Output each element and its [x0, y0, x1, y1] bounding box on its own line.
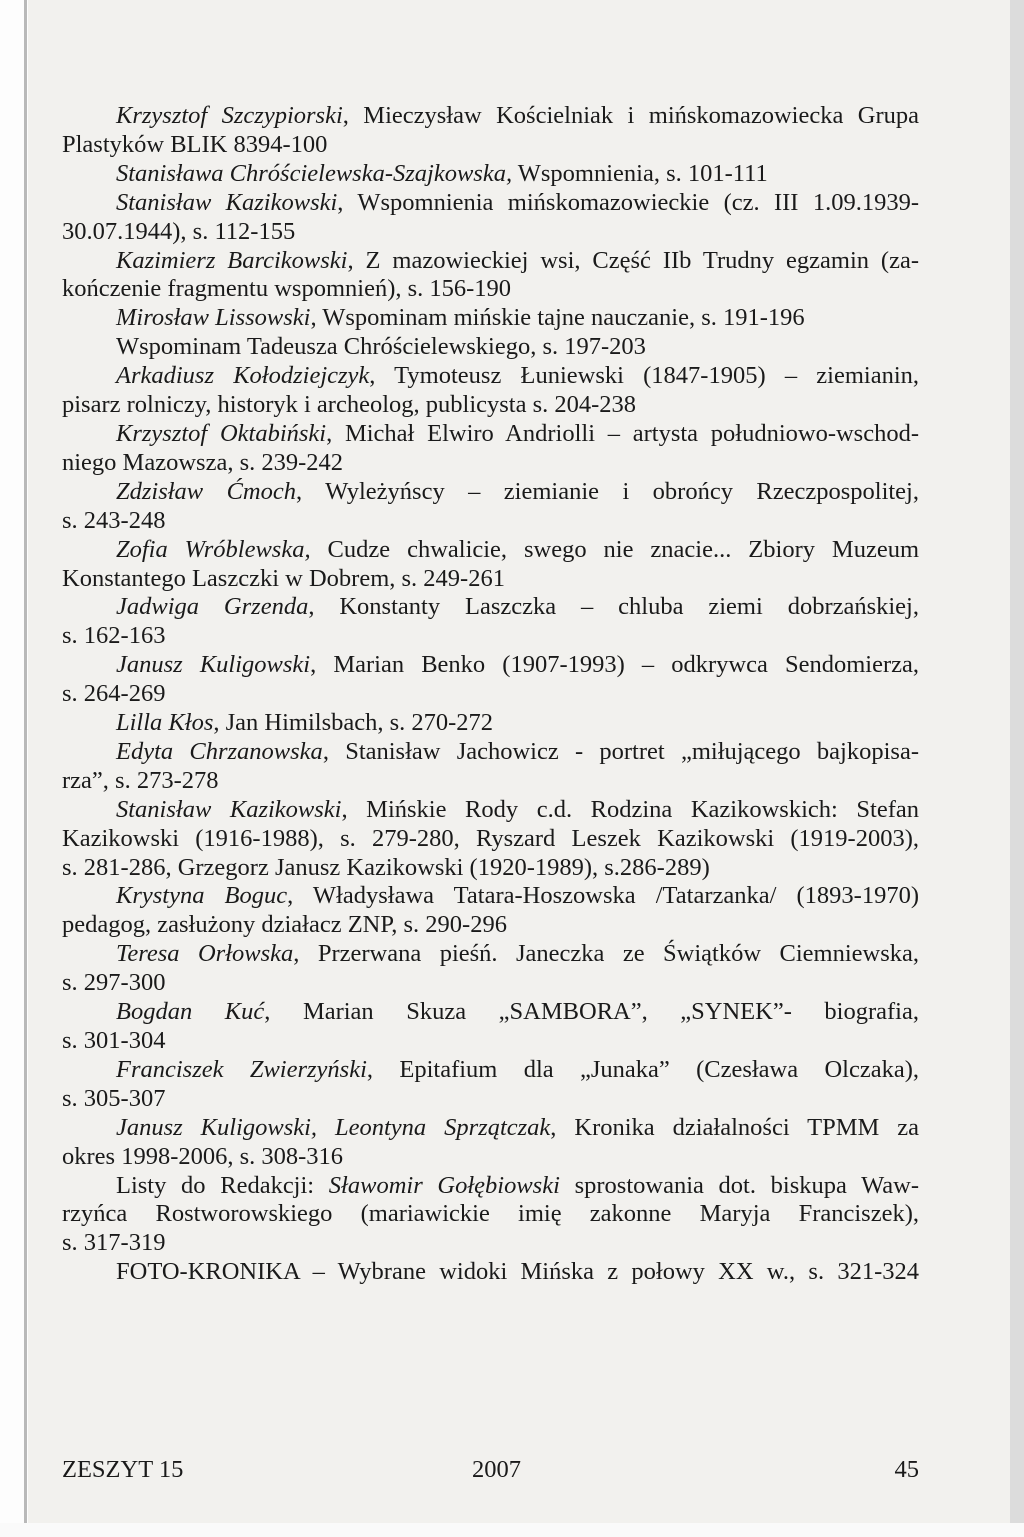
entry-line: s. 301-304	[62, 1027, 166, 1054]
footer-issue: ZESZYT 15	[62, 1456, 184, 1483]
entry-line: Krystyna Boguc, Władysława Tatara-Hoszowska /Tatarzanka/ (1893-1970)	[116, 882, 919, 910]
contents-entry	[62, 1056, 919, 1114]
contents-entry	[62, 247, 919, 305]
entry-author: Jadwiga Grzenda	[116, 593, 309, 621]
entry-line: Krzysztof Szczypiorski, Mieczysław Kościelniak i mińskomazowiecka Grupa	[116, 102, 919, 129]
entry-line: Bogdan Kuć, Marian Skuza „SAMBORA”, „SYNEK”- biografia,	[116, 998, 919, 1026]
contents-entry	[62, 738, 919, 796]
entry-line: pisarz rolniczy, historyk i archeolog, publicysta s. 204-238	[62, 391, 637, 419]
entry-line: Franciszek Zwierzyński, Epitafium dla „Junaka” (Czesława Olczaka),	[116, 1055, 919, 1083]
entry-line: niego Mazowsza, s. 239-242	[62, 448, 344, 476]
entry-line: Arkadiusz Kołodziejczyk, Tymoteusz Łuniewski (1847-1905) – ziemianin,	[116, 362, 920, 390]
entry-author: Arkadiusz Kołodziejczyk	[116, 362, 370, 390]
entry-line: Krzysztof Oktabiński, Michał Elwiro Andriolli – artysta południowo-wschod-	[116, 419, 919, 447]
entry-author: Krzysztof Szczypiorski	[116, 102, 343, 129]
entry-author: Kazimierz Barcikowski	[116, 246, 348, 274]
entry-author: Zdzisław Ćmoch	[116, 477, 296, 505]
entry-line: Mirosław Lissowski, Wspominam mińskie tajne nauczanie, s. 191-196	[116, 304, 805, 332]
entry-line: Lilla Kłos, Jan Himilsbach, s. 270-272	[116, 709, 494, 737]
entry-line: Zofia Wróblewska, Cudze chwalicie, swego nie znacie... Zbiory Muzeum	[116, 535, 920, 563]
entry-line: Kazikowski (1916-1988), s. 279-280, Ryszard Leszek Kazikowski (1919-2003),	[62, 824, 919, 852]
entry-line: Stanisława Chróścielewska-Szajkowska, Wspomnienia, s. 101-111	[116, 159, 768, 187]
entry-line: s. 305-307	[62, 1084, 166, 1112]
entry-line: s. 297-300	[62, 969, 166, 997]
contents-list	[62, 102, 919, 1287]
contents-entry	[62, 709, 919, 738]
contents-entry	[62, 998, 919, 1056]
entry-line: 30.07.1944), s. 112-155	[62, 217, 296, 245]
page-right-margin	[1010, 0, 1024, 1537]
contents-entry	[62, 102, 919, 160]
entry-line: FOTO-KRONIKA – Wybrane widoki Mińska z połowy XX w., s. 321-324	[116, 1258, 919, 1286]
contents-entry	[62, 333, 919, 362]
entry-author: Franciszek Zwierzyński	[116, 1055, 367, 1083]
footer-year: 2007	[472, 1456, 521, 1483]
page-bottom-margin	[0, 1523, 1024, 1537]
entry-author: Krzysztof Oktabiński	[116, 419, 327, 447]
contents-entry	[62, 882, 919, 940]
entry-line: rzyńca Rostworowskiego (mariawickie imię zakonne Maryja Franciszek),	[62, 1200, 919, 1228]
entry-line: Teresa Orłowska, Przerwana pieśń. Janeczka ze Świątków Ciemniewska,	[116, 940, 919, 968]
contents-entry	[62, 536, 919, 594]
contents-entry	[62, 796, 919, 883]
entry-line: okres 1998-2006, s. 308-316	[62, 1142, 344, 1170]
entry-author: Janusz Kuligowski	[116, 651, 311, 679]
entry-line: Listy do Redakcji: Sławomir Gołębiowski sprostowania dot. biskupa Waw-	[116, 1171, 920, 1199]
entry-author: Bogdan Kuć	[116, 998, 265, 1026]
contents-entry	[62, 189, 919, 247]
entry-line: kończenie fragmentu wspomnień), s. 156-190	[62, 275, 512, 303]
entry-line: Edyta Chrzanowska, Stanisław Jachowicz - portret „miłującego bajkopisa-	[116, 737, 919, 765]
entry-author: Mirosław Lissowski	[116, 304, 311, 332]
page-number: 45	[894, 1456, 919, 1483]
entry-line: pedagog, zasłużony działacz ZNP, s. 290-296	[62, 911, 507, 939]
entry-author: Stanisław Kazikowski	[116, 795, 342, 823]
contents-entry	[62, 420, 919, 478]
contents-entry	[62, 160, 919, 189]
entry-line: Kazimierz Barcikowski, Z mazowieckiej wsi, Część IIb Trudny egzamin (za-	[116, 246, 919, 274]
entry-author: Teresa Orłowska	[116, 940, 294, 968]
entry-line: s. 243-248	[62, 506, 166, 534]
entry-line: Konstantego Laszczki w Dobrem, s. 249-261	[62, 564, 505, 592]
contents-entry	[62, 1114, 919, 1172]
entry-line: rza”, s. 273-278	[62, 766, 219, 794]
entry-line: s. 281-286, Grzegorz Janusz Kazikowski (1920-1989), s.286-289)	[62, 853, 710, 881]
letters-entry	[62, 1172, 919, 1259]
contents-entry	[62, 940, 919, 998]
entry-author: Lilla Kłos	[116, 709, 214, 737]
entry-author: Stanisław Kazikowski	[116, 188, 338, 216]
entry-line: Jadwiga Grzenda, Konstanty Laszczka – chluba ziemi dobrzańskiej,	[116, 593, 919, 621]
entry-author: Janusz Kuligowski, Leontyna Sprzątczak	[116, 1113, 551, 1141]
entry-line: Wspominam Tadeusza Chróścielewskiego, s. 197-203	[116, 333, 646, 361]
entry-author: Stanisława Chróścielewska-Szajkowska,	[116, 159, 513, 187]
entry-author: Krystyna Boguc	[116, 882, 288, 910]
contents-entry	[62, 304, 919, 333]
scan-edge-line	[24, 0, 27, 1537]
entry-line: s. 317-319	[62, 1229, 166, 1257]
entry-line: Janusz Kuligowski, Leontyna Sprzątczak, Kronika działalności TPMM za	[116, 1113, 920, 1141]
page-footer	[62, 1456, 919, 1496]
entry-line: Stanisław Kazikowski, Wspomnienia mińskomazowieckie (cz. III 1.09.1939-	[116, 188, 919, 216]
contents-entry	[62, 651, 919, 709]
entry-line: Plastyków BLIK 8394-100	[62, 130, 328, 158]
contents-entry	[62, 593, 919, 651]
entry-author: Zofia Wróblewska,	[116, 535, 311, 563]
entry-line: Janusz Kuligowski, Marian Benko (1907-1993) – odkrywca Sendomierza,	[116, 651, 919, 679]
contents-entry	[62, 478, 919, 536]
entry-line: s. 264-269	[62, 680, 166, 708]
entry-line: Stanisław Kazikowski, Mińskie Rody c.d. Rodzina Kazikowskich: Stefan	[116, 795, 919, 823]
entry-line: s. 162-163	[62, 622, 166, 650]
entry-author: Sławomir Gołębiowski	[328, 1171, 560, 1199]
entry-author: Edyta Chrzanowska	[116, 737, 323, 765]
entry-line: Zdzisław Ćmoch, Wyleżyńscy – ziemianie i obrońcy Rzeczpospolitej,	[116, 477, 919, 505]
foto-kronika-entry	[62, 1258, 919, 1287]
contents-entry	[62, 362, 919, 420]
